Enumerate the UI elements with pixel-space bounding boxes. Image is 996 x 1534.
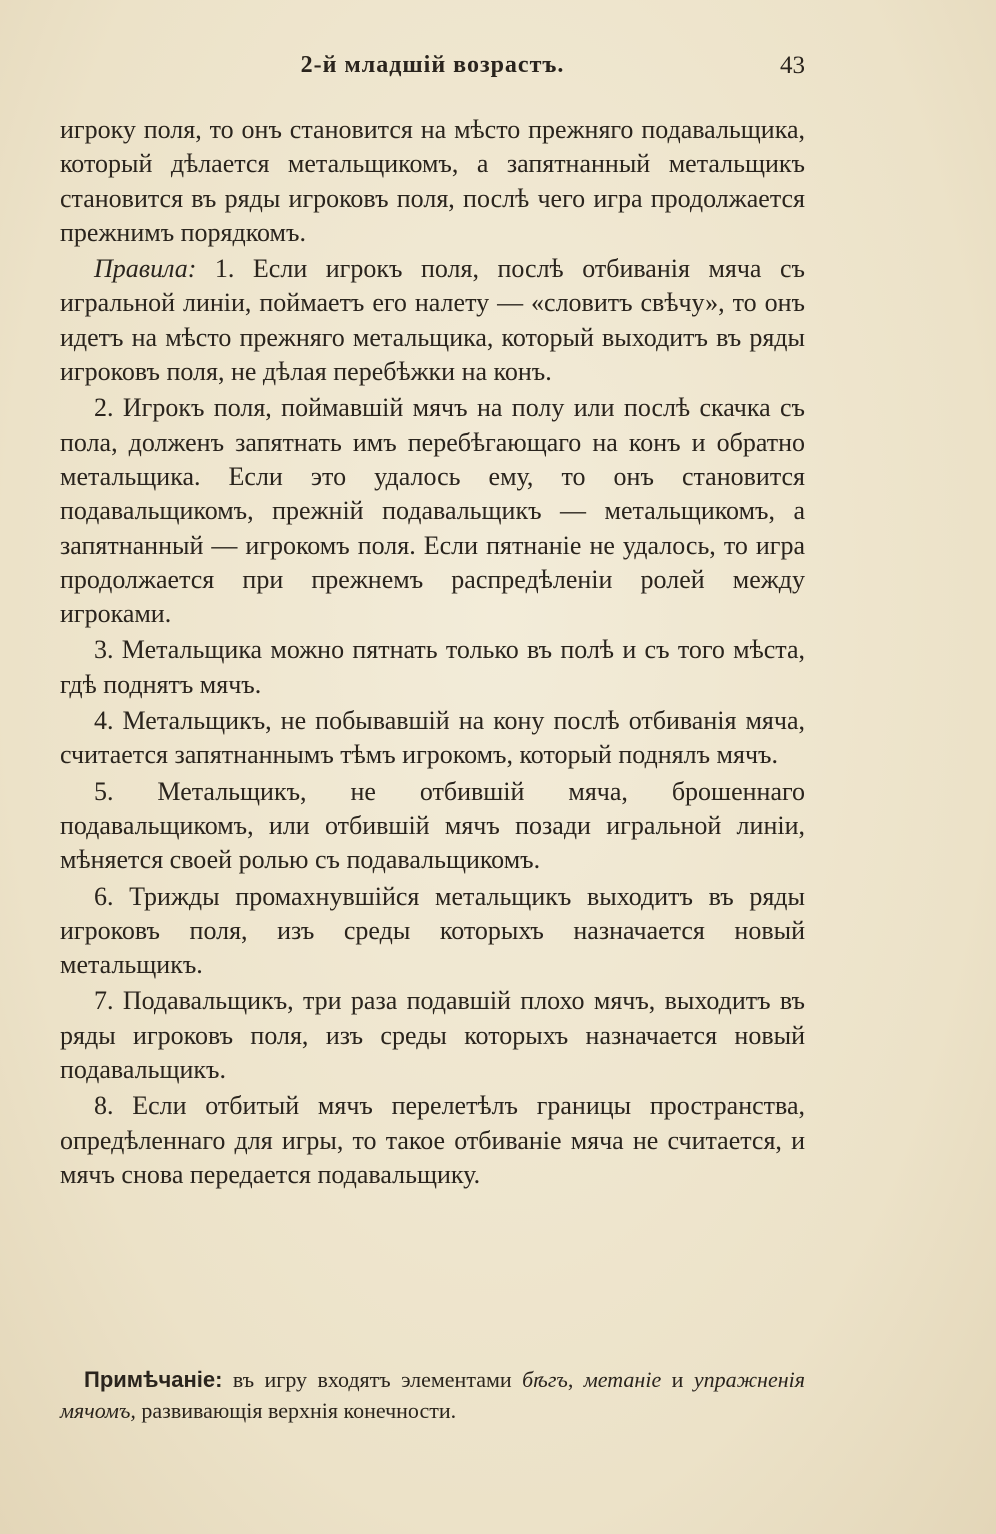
note-em-ball: упражненія мячомъ, [60,1367,805,1423]
note-text-d: развивающія верхнія конечности. [135,1398,457,1423]
paragraph-rule-6: 6. Трижды промахнувшійся метальщикъ выходитъ въ ряды игроковъ поля, изъ среды которыхъ назначается новый метальщикъ. [60,881,805,980]
note-em-run: бѣгъ [522,1367,568,1392]
paragraph-continuation: игроку поля, то онъ становится на мѣсто прежняго подавальщика, который дѣлается метальщикомъ, а запятнанный метальщикъ становится въ ряды игроковъ поля, послѣ чего игра продолжается прежнимъ порядкомъ. [60,115,805,247]
paragraph-rules-1 [60,252,805,389]
note-label: Примѣчаніе: [84,1367,223,1392]
running-title: 2-й младшій возрастъ. [300,52,565,78]
page-number: 43 [780,52,805,79]
note-text-a: въ игру входятъ элементами [222,1367,523,1392]
note-text-b: , [567,1367,584,1392]
note-text-c: и [661,1367,694,1392]
rule-1-text: 1. Если игрокъ поля, послѣ отбиванія мяча съ игральной линіи, поймаетъ его налету — «словитъ свѣчу», то онъ идетъ на мѣсто прежняго метальщика, который выходитъ въ ряды игроковъ поля, не дѣлая перебѣжки на конъ. [60,254,805,387]
paragraph-rule-7: 7. Подавальщикъ, три раза подавшій плохо мячъ, выходитъ въ ряды игроковъ поля, изъ среды которыхъ назначается новый подавальщикъ. [60,986,805,1085]
footnote [60,1364,805,1426]
paragraph-rule-3: 3. Метальщика можно пятнать только въ полѣ и съ того мѣста, гдѣ поднятъ мячъ. [60,635,805,699]
note-em-throw: метаніе [583,1367,662,1392]
body-text [60,113,805,1192]
paragraph-rule-8: 8. Если отбитый мячъ перелетѣлъ границы пространства, опредѣленнаго для игры, то такое отбиваніе мяча не считается, и мячъ снова передается подавальщику. [60,1091,805,1189]
rules-label: Правила: [94,254,197,284]
page-header [60,52,805,92]
paragraph-rule-5: 5. Метальщикъ, не отбившій мяча, брошеннаго подавальщикомъ, или отбившій мячъ позади игральной линіи, мѣняется своей ролью съ подавальщикомъ. [60,776,805,875]
paragraph-rule-4: 4. Метальщикъ, не побывавшій на кону послѣ отбиванія мяча, считается запятнаннымъ тѣмъ игрокомъ, который поднялъ мячъ. [60,706,805,770]
paragraph-rule-2: 2. Игрокъ поля, поймавшій мячъ на полу или послѣ скачка съ пола, долженъ запятнать имъ перебѣгающаго на конъ и обратно метальщика. Если это удалось ему, то онъ становится подавальщикомъ, прежній подавальщикъ — метальщикомъ, а запятнанный — игрокомъ поля. Если пятнаніе не удалось, то игра продолжается при прежнемъ распредѣленіи ролей между игроками. [60,393,805,629]
